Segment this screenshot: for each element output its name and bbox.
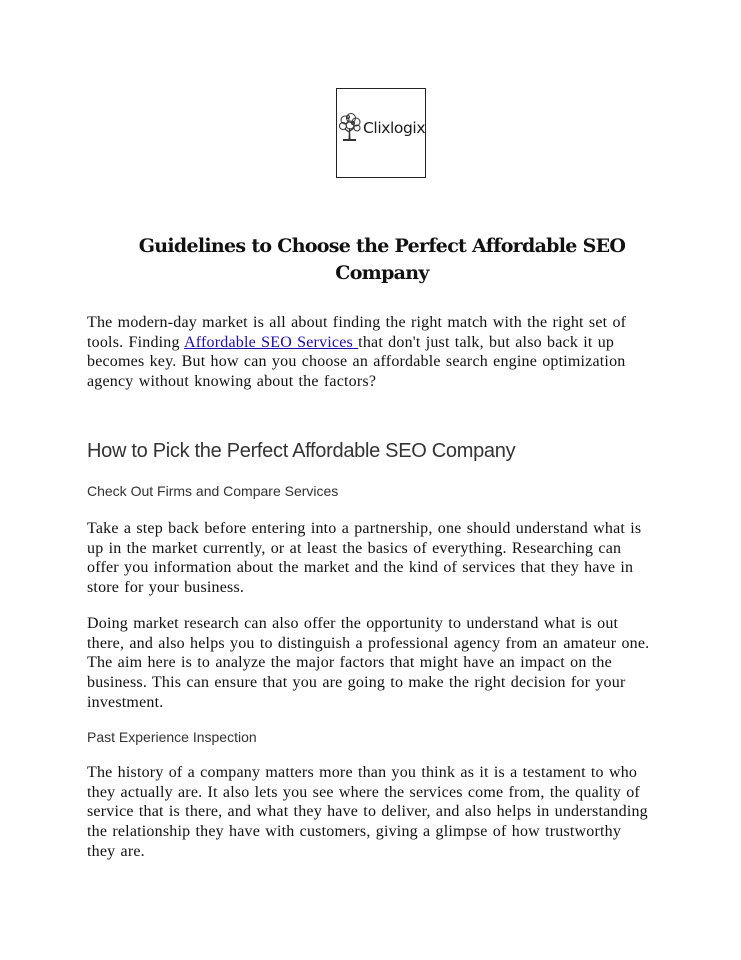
paragraph-market-research: Doing market research can also offer the opportunity to understand what is out there, and also helps you to distinguish a professional agency from an amateur one. The aim here is to analyze the major factors that might have an impact on the business. This can ensure that you are going to make the right decision for your investment. (87, 615, 650, 711)
logo-text: Clixlogix (363, 119, 426, 137)
affordable-seo-services-link[interactable]: Affordable SEO Services (184, 333, 359, 351)
page-title: Guidelines to Choose the Perfect Affordable SEO Company (138, 234, 626, 284)
company-logo (336, 88, 426, 178)
subheading-check-out-firms: Check Out Firms and Compare Services (87, 483, 339, 499)
intro-text-before-link: The modern-day market is all about finding the right match with the right set of tools. Finding (87, 314, 627, 351)
tree-icon (338, 113, 362, 145)
section-heading: How to Pick the Perfect Affordable SEO Company (87, 440, 516, 462)
paragraph-company-history: The history of a company matters more than you think as it is a testament to who they actually are. It also lets you see where the services come from, the quality of service that is there, and what they have to deliver, and also helps in understanding the relationship they have with customers, giving a glimpse of how trustworthy they are. (87, 764, 648, 860)
intro-paragraph (87, 313, 652, 392)
subheading-past-experience: Past Experience Inspection (87, 729, 257, 745)
paragraph-take-a-step-back: Take a step back before entering into a partnership, one should understand what is up in the market currently, or at least the basics of everything. Researching can offer you information about the market and the kind of services that they have in store for your business. (87, 520, 642, 597)
intro-text-after-link: that don't just talk, but also back it up becomes key. But how can you choose an affordable search engine optimization agency without knowing about the factors? (87, 333, 626, 391)
